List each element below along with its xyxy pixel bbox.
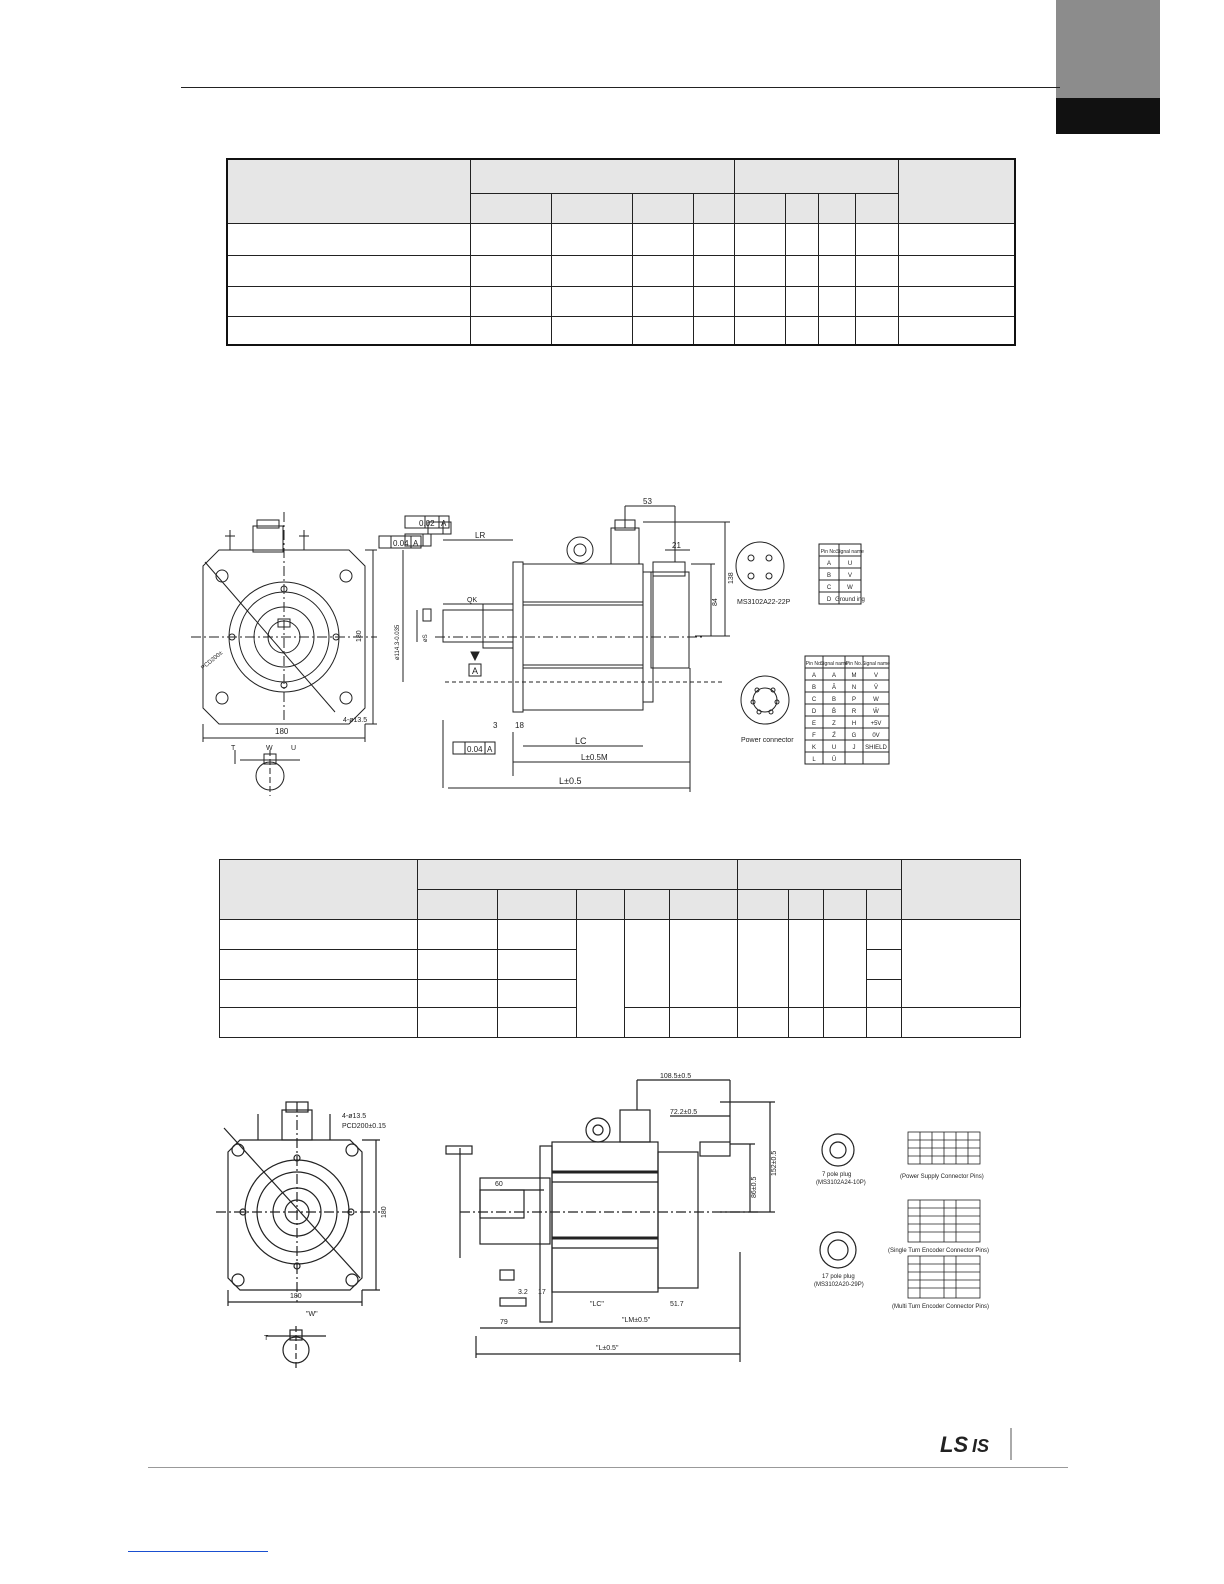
table1-subheader [785,193,818,223]
pin-table-value: B [811,685,817,691]
dim-holes-2: 4-ø13.5 [342,1113,367,1120]
table2-header-model [220,860,418,920]
pin-table-value: W [873,697,879,703]
perpendicularity-tolerance: 0.04 [467,745,483,754]
dim-holes: 4-ø13.5 [343,717,368,724]
dim-l: L±0.5 [559,776,582,786]
power-plug-code: MS3102A22-22P [737,599,791,606]
table1-subheader [551,193,632,223]
table1-header-model [227,159,470,223]
table-row [220,920,1021,950]
footer-link-underline [128,1551,268,1552]
dim-17: 17 [538,1289,546,1296]
pin-table-value: U [847,561,853,567]
pin-table-value: D [826,597,832,603]
dim-w: W [266,745,273,752]
table-row [227,316,1015,345]
dim-3: 3 [493,721,498,730]
pin-table-value: V [847,573,853,579]
table-row [227,286,1015,316]
power-pin-table [819,544,865,604]
pin-table-value: A [826,561,832,567]
runout-datum: A [441,519,447,528]
dim-180-width: 180 [275,727,289,736]
dim-180-width-2: 180 [290,1293,302,1300]
pin-table-value: C [811,697,817,703]
motor-drawing-2 [200,1072,1010,1372]
plug-7-label: 7 pole plug [822,1172,852,1178]
pin-table-value: G [851,733,857,739]
ls-is-logo [940,1428,1010,1458]
spec-table-1 [226,158,1016,346]
perpendicularity-datum: A [487,745,493,754]
small-pin-tables [908,1132,980,1298]
dim-u: U [291,745,297,752]
table1-subheader [855,193,898,223]
concentricity-tolerance: 0.04 [393,539,409,548]
pin-table-header: Pin No. [820,549,838,555]
table1-subheader [470,193,551,223]
pin-table-value: V [873,673,879,679]
table1-subheader [818,193,855,223]
motor-drawing-1 [185,492,905,798]
pin-table-header: Pin No. [805,661,823,667]
datum-a-label: A [472,666,479,676]
dim-180-height-2: 180 [381,1206,388,1218]
dim-shaft-diameter: ø114.3-0.035 [395,624,401,660]
spec-table-2 [219,859,1021,1038]
dim-pcd-2: PCD200±0.15 [342,1123,386,1130]
dim-108: 108.5±0.5 [660,1073,692,1080]
table1-header-group2 [734,159,898,193]
pin-table-value: V̄ [873,685,879,691]
table2-header-group2 [738,860,902,890]
pin-table-value: Ū [831,757,837,763]
caption-power-pins: (Power Supply Connector Pins) [900,1174,984,1180]
footer-divider [1010,1428,1012,1460]
table1-header-group1 [470,159,734,193]
concentricity-datum: A [413,539,419,548]
pin-table-value: R [851,709,857,715]
pin-table-value: B [831,697,837,703]
dim-lm: L±0.5M [581,753,608,762]
dim-180-height: 180 [356,630,363,642]
table1-header-last [898,159,1015,223]
pin-table-value: Ground ing [835,597,865,603]
header-rule [181,87,1060,88]
pin-table-header: Pin No. [845,661,863,667]
dim-79: 79 [500,1319,508,1326]
dim-l-2: "L±0.5" [596,1345,619,1352]
caption-single-turn: (Single Turn Encoder Connector Pins) [888,1248,990,1254]
pin-table-header: Signal name [862,661,890,667]
svg-text:IS: IS [972,1436,990,1456]
pin-table-value: Z [832,721,836,727]
runout-tolerance: 0.02 [419,519,435,528]
pin-table-value: W̄ [873,709,879,715]
pin-table-value: F [812,733,816,739]
dim-18: 18 [515,721,524,730]
pin-table-value: E [811,721,817,727]
pin-table-value: N [851,685,857,691]
pin-table-value: L [812,757,816,763]
plug-17-label: 17 pole plug [822,1274,855,1280]
dim-w-2: "W" [306,1311,318,1318]
table2-header-last [902,860,1021,920]
dim-152: 152±0.5 [771,1150,778,1176]
dim-lc-2: "LC" [590,1301,604,1308]
pin-table-value: Z̄ [832,733,836,739]
pin-table-value: SHIELD [865,745,887,751]
pin-table-value: A [811,673,817,679]
dim-84: 84 [712,598,719,606]
dim-s: øS [423,634,429,642]
dim-pcd: PCD200± [200,650,225,672]
dim-60: 60 [495,1181,503,1188]
pin-table-value: P [851,697,857,703]
dim-51-7: 51.7 [670,1301,684,1308]
pin-table-value: A [831,673,837,679]
pin-table-header: Signal name [820,661,848,667]
pin-table-cell [845,752,863,764]
dim-86: 86±0.5 [751,1176,758,1198]
pin-table-value: Ā [831,685,837,691]
table-row [227,255,1015,286]
dim-t-2: T [264,1335,269,1342]
encoder-cover-2 [658,1152,698,1288]
dim-lr: LR [475,531,486,540]
pin-table-value: M [851,673,857,679]
pin-table-header: Signal name [836,549,864,555]
dim-qk: QK [467,597,478,604]
table1-subheader [693,193,734,223]
power-connector-label: Power connector [741,737,794,744]
pin-table-value: U [831,745,837,751]
table1-subheader [734,193,785,223]
dim-t: T [231,745,236,752]
svg-text:LS: LS [940,1432,969,1457]
pin-table-cell [863,752,889,764]
dim-lm-2: "LM±0.5" [622,1317,651,1324]
dim-53: 53 [643,497,652,506]
pin-table-value: D [811,709,817,715]
dim-72: 72.2±0.5 [670,1109,698,1116]
dim-138: 138 [728,572,735,584]
pin-table-value: B̄ [831,709,837,715]
table1-subheader [632,193,693,223]
dim-lc: LC [575,736,587,746]
encoder-cover [651,572,689,668]
caption-multi-turn: (Multi Turn Encoder Connector Pins) [892,1304,990,1310]
chapter-tab-marker [1056,98,1160,134]
pin-table-value: J [852,745,856,751]
plug-7-code: (MS3102A24-10P) [816,1180,866,1186]
pin-table-value: +5V [870,721,882,727]
table-row [227,223,1015,255]
chapter-tab [1056,0,1160,98]
pin-table-value: H [851,721,857,727]
pin-table-value: K [811,745,817,751]
dim-21: 21 [672,541,681,550]
table2-header-group1 [418,860,738,890]
footer-rule [148,1467,1068,1468]
pin-table-value: W [847,585,853,591]
pin-table-value: C [826,585,832,591]
pin-table-value: B [826,573,832,579]
encoder-pin-table [805,656,890,764]
pin-table-value: 0V [872,733,880,739]
motor-body-2 [552,1142,658,1292]
dim-3-2: 3.2 [518,1289,528,1296]
plug-17-code: (MS3102A20-29P) [814,1282,864,1288]
